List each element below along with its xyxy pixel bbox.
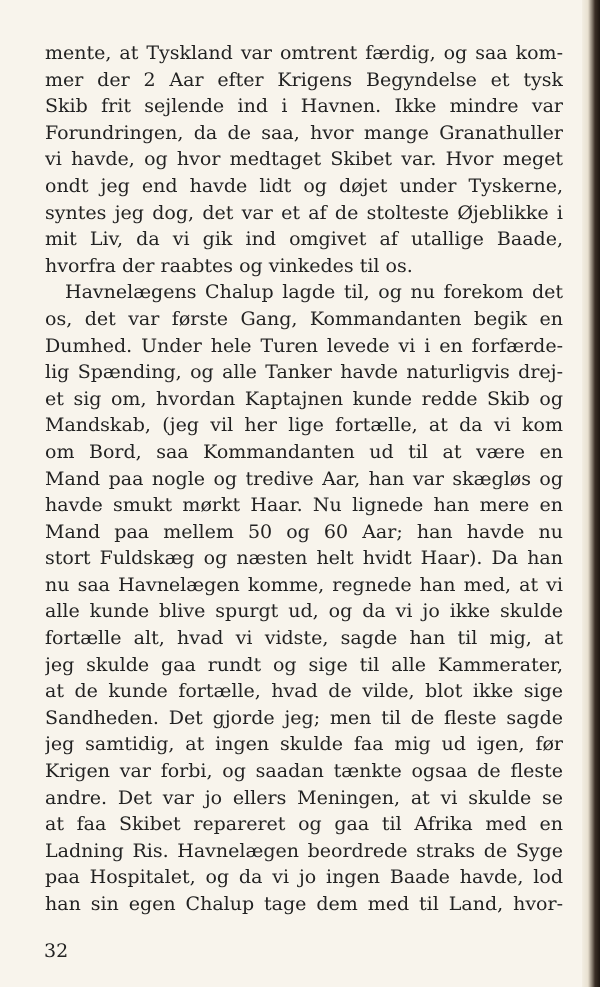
text-line: fortælle alt, hvad vi vidste, sagde han til mig, at: [45, 627, 563, 650]
text-line: Mand paa mellem 50 og 60 Aar; han havde nu: [45, 520, 563, 543]
text-line: andre. Det var jo ellers Meningen, at vi skulde se: [45, 786, 563, 809]
text-line: Mand paa nogle og tredive Aar, han var skægløs og: [45, 467, 563, 490]
text-line: mente, at Tyskland var omtrent færdig, og saa kom-: [45, 42, 563, 64]
text-line: mit Liv, da vi gik ind omgivet af utallige Baade,: [45, 228, 563, 251]
text-line: paa Hospitalet, og da vi jo ingen Baade havde, lod: [45, 866, 563, 889]
text-line: Forundringen, da de saa, hvor mange Granathuller: [45, 121, 563, 144]
text-line: Mandskab, (jeg vil her lige fortælle, at da vi kom: [45, 414, 563, 437]
text-line: nu saa Havnelægen komme, regnede han med, at vi: [45, 573, 563, 596]
text-line: Sandheden. Det gjorde jeg; men til de fleste sagde: [45, 706, 563, 729]
text-line: om Bord, saa Kommandanten ud til at være en: [45, 440, 563, 463]
text-line: at faa Skibet repareret og gaa til Afrika med en: [45, 813, 563, 836]
text-line: havde smukt mørkt Haar. Nu lignede han mere en: [45, 494, 563, 517]
text-line: Krigen var forbi, og saadan tænkte ogsaa de fleste: [45, 760, 563, 783]
text-line: alle kunde blive spurgt ud, og da vi jo ikke skulde: [45, 600, 563, 623]
book-spine-shadow: [582, 0, 600, 987]
text-line: Dumhed. Under hele Turen levede vi i en forfærde-: [45, 334, 563, 357]
text-line: jeg skulde gaa rundt og sige til alle Kammerater,: [45, 653, 563, 676]
text-line: jeg samtidig, at ingen skulde faa mig ud igen, før: [45, 733, 563, 756]
text-line: ondt jeg end havde lidt og døjet under Tyskerne,: [45, 174, 563, 197]
text-line: os, det var første Gang, Kommandanten begik en: [45, 307, 563, 330]
text-line: vi havde, og hvor medtaget Skibet var. Hvor meget: [45, 148, 563, 171]
text-line: Ladning Ris. Havnelægen beordrede straks de Syge: [45, 839, 563, 862]
text-line: et sig om, hvordan Kaptajnen kunde redde Skib og: [45, 387, 563, 410]
text-line: syntes jeg dog, det var et af de stolteste Øjeblikke i: [45, 201, 563, 224]
text-line: Havnelægens Chalup lagde til, og nu forekom det: [65, 281, 563, 304]
text-line: han sin egen Chalup tage dem med til Land, hvor-: [45, 893, 563, 915]
text-line: Skib frit sejlende ind i Havnen. Ikke mindre var: [45, 95, 563, 118]
text-line: stort Fuldskæg og næsten helt hvidt Haar). Da han: [45, 547, 563, 570]
body-text: [45, 40, 563, 918]
text-line: lig Spænding, og alle Tanker havde naturligvis drej-: [45, 361, 563, 384]
text-line: hvorfra der raabtes og vinkedes til os.: [45, 254, 413, 277]
page-number: 32: [44, 940, 69, 962]
text-line: mer der 2 Aar efter Krigens Begyndelse et tysk: [45, 68, 563, 91]
text-line: at de kunde fortælle, hvad de vilde, blot ikke sige: [45, 680, 563, 703]
